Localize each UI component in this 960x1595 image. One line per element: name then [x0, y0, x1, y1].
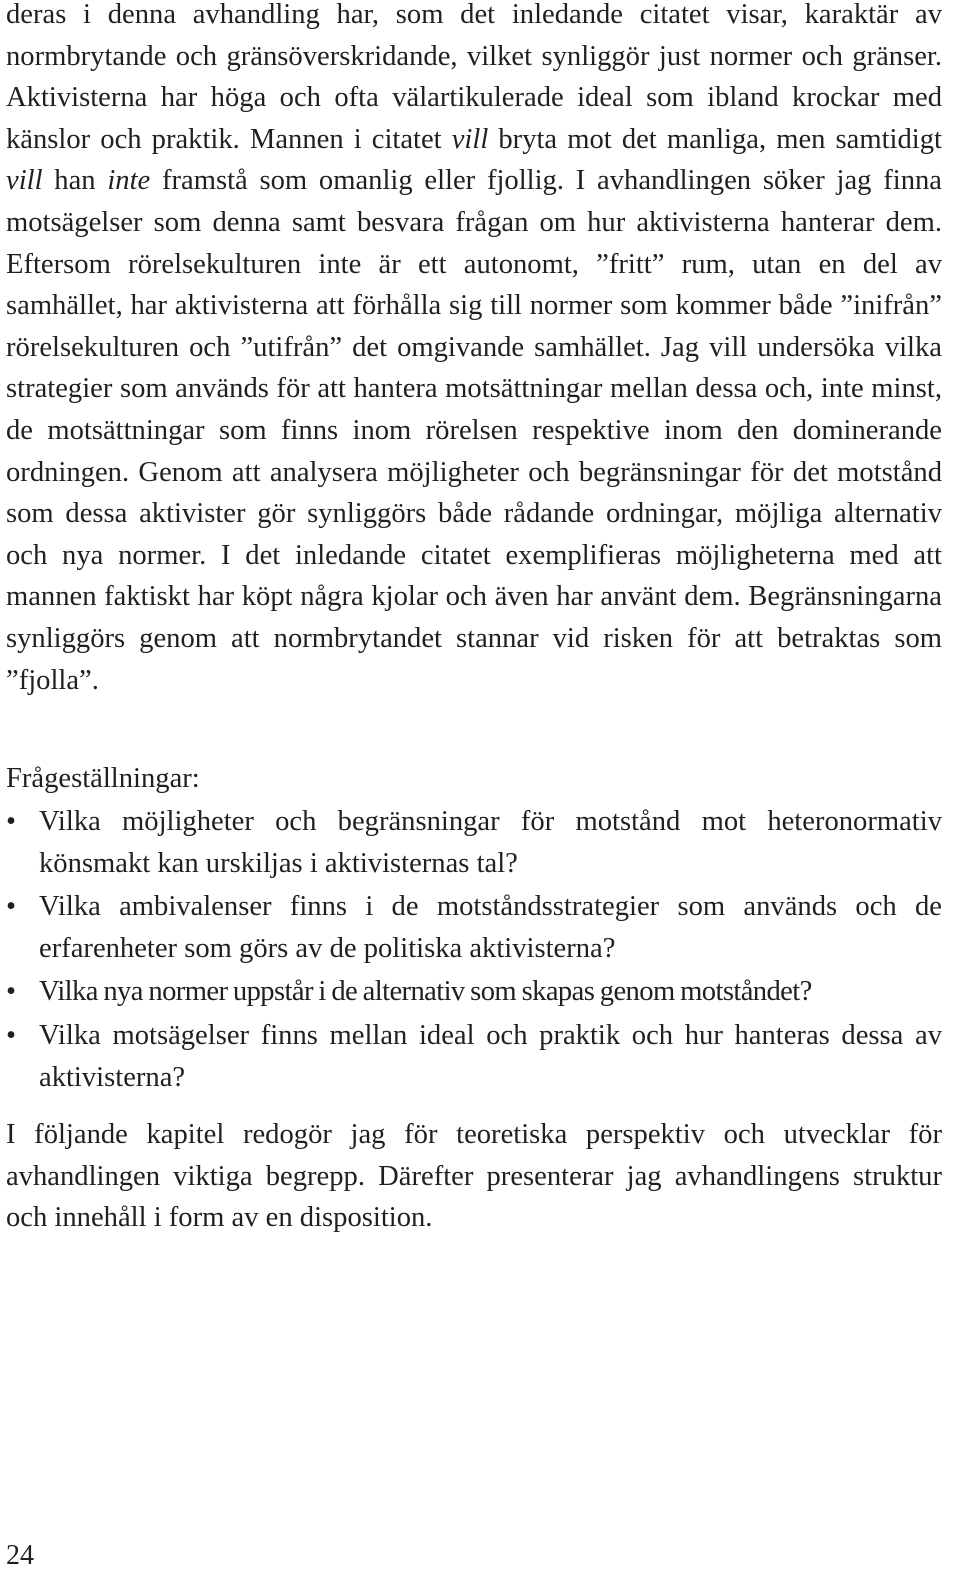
question-text: Vilka motsägelser finns mellan ideal och praktik och hur hanteras dessa av aktivisterna?: [39, 1019, 942, 1093]
intro-text-rest: framstå som omanlig eller fjollig. I avhandlingen söker jag finna motsägelser som denna samt besvara frågan om hur aktivisterna hanterar dem. Eftersom rörelsekulturen inte är ett autonomt, ”fritt” rum, utan en del av samhället, har aktivisterna att förhålla sig till normer som kommer både ”inifrån” rörelsekulturen och ”utifrån” det omgivande samhället. Jag vill undersöka vilka strategier som används för att hantera motsättningar mellan dessa och, inte minst, de motsättningar som finns inom rörelsen respektive inom den dominerande ordningen. Genom att analysera möjligheter och begränsningar för det motstånd som dessa aktivister gör synliggörs både rådande ordningar, möjliga alternativ och nya normer. I det inledande citatet exemplifieras möjligheterna med att mannen faktiskt har köpt några kjolar och även har använt dem. Begränsningarna synliggörs genom att normbrytandet stannar vid risken för att betraktas som ”fjolla”.: [6, 165, 942, 696]
bullet-icon: •: [6, 976, 16, 1008]
intro-paragraph: [6, 0, 942, 701]
question-text: Vilka nya normer uppstår i de alternativ som skapas genom motståndet?: [39, 976, 812, 1008]
question-item-4: [6, 1015, 942, 1098]
bullet-icon: •: [6, 891, 17, 923]
bullet-icon: •: [6, 1019, 17, 1051]
intro-text-mid-1: bryta mot det manliga, men samtidigt: [488, 123, 942, 155]
intro-emphasis-vill-1: vill: [451, 123, 489, 155]
intro-text-start: deras i denna avhandling har, som det inledande citatet visar, karaktär av normbrytande och gränsöverskridande, vilket synliggör just normer och gränser. Aktivisterna har höga och ofta välartikulerade ideal som ibland krockar med känslor och praktik. Mannen i citatet: [6, 0, 942, 155]
closing-paragraph: I följande kapitel redogör jag för teoretiska perspektiv och utvecklar för avhandlingen viktiga begrepp. Därefter presenterar jag avhandlingens struktur och innehåll i form av en disposition.: [6, 1119, 942, 1234]
question-item-2: [6, 886, 942, 969]
question-text: Vilka ambivalenser finns i de motståndsstrategier som används och de erfarenheter som görs av de politiska aktivisterna?: [39, 891, 942, 964]
question-text: Vilka möjligheter och begränsningar för motstånd mot heteronormativ könsmakt kan urskiljas i aktivisternas tal?: [39, 806, 942, 879]
intro-emphasis-vill-2: vill: [6, 165, 43, 197]
bullet-icon: •: [6, 806, 17, 837]
intro-text-mid-2: han: [42, 165, 108, 197]
questions-list: [6, 801, 942, 1100]
intro-emphasis-inte: inte: [107, 165, 151, 197]
question-item-3: [6, 971, 942, 1013]
question-item-1: [6, 801, 942, 884]
questions-heading: Frågeställningar:: [6, 763, 200, 794]
page-number: 24: [6, 1540, 34, 1571]
